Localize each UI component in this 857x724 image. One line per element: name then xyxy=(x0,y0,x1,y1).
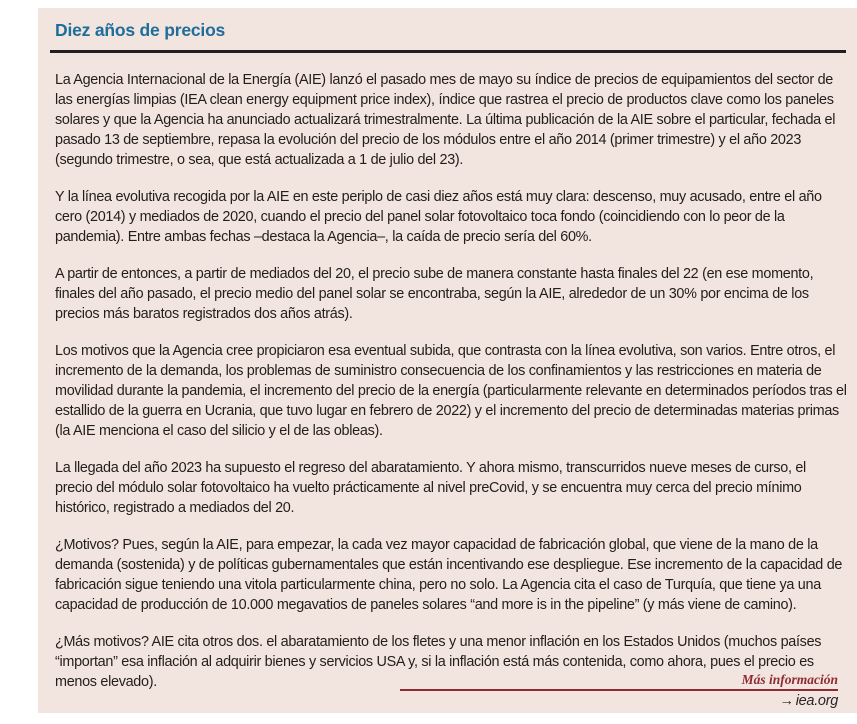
more-info-link[interactable]: Más información xyxy=(400,672,838,691)
article-paragraph: La Agencia Internacional de la Energía (AIE) lanzó el pasado mes de mayo su índice de precios de equipamientos del sector de las energías limpias (IEA clean energy equipment price index), índice que rastrea el precio de productos clave como los paneles solares y que la Agencia ha anunciado actualizará trimestralmente. La última publicación de la AIE sobre el particular, fechada el pasado 13 de septiembre, repasa la evolución del precio de los módulos entre el año 2014 (primer trimestre) y el año 2023 (segundo trimestre, o sea, que está actualizada a 1 de julio del 23). xyxy=(55,72,836,168)
article-paragraph: Y la línea evolutiva recogida por la AIE en este periplo de casi diez años está muy clara: descenso, muy acusado, entre el año cero (2014) y mediados de 2020, cuando el precio del panel solar fotovoltaico toca fondo (coincidiendo con lo peor de la pandemia). Entre ambas fechas –destaca la Agencia–, la caída de precio sería del 60%. xyxy=(55,189,822,245)
article-title: Diez años de precios xyxy=(55,20,226,40)
article-body xyxy=(55,70,847,692)
article-paragraph: ¿Más motivos? AIE cita otros dos. el abaratamiento de los fletes y una menor inflación en los Estados Unidos (muchos países “importan” esa inflación al adquirir bienes y servicios USA y, si la inflación está más contenida, como ahora, pues el precio es menos elevado). xyxy=(55,634,822,690)
more-info-section xyxy=(400,672,838,709)
article-paragraph: ¿Motivos? Pues, según la AIE, para empezar, la cada vez mayor capacidad de fabricación global, que viene de la mano de la demanda (sostenida) y de políticas gubernamentales que están incentivando ese despliegue. Ese incremento de la capacidad de fabricación sigue teniendo una vitola particularmente china, pero no solo. La Agencia cita el caso de Turquía, que tiene ya una capacidad de producción de 10.000 megavatios de paneles solares “and more is in the pipeline” (y más viene de camino). xyxy=(55,537,843,613)
article-card xyxy=(38,8,857,713)
article-paragraph: A partir de entonces, a partir de mediados del 20, el precio sube de manera constante hasta finales del 22 (en ese momento, finales del año pasado, el precio medio del panel solar se encontraba, según la AIE, alrededor de un 30% por encima de los precios más baratos registrados dos años atrás). xyxy=(55,266,814,322)
article-paragraph: Los motivos que la Agencia cree propiciaron esa eventual subida, que contrasta con la línea evolutiva, son varios. Entre otros, el incremento de la demanda, los problemas de suministro consecuencia de los confinamientos y las restricciones en materia de movilidad durante la pandemia, el incremento del precio de la energía (particularmente relevante en determinados períodos tras el estallido de la guerra en Ucrania, que tuvo lugar en febrero de 2022) y el incremento del precio de determinadas materias primas (la AIE menciona el caso del silicio y el de las obleas). xyxy=(55,343,847,439)
title-divider xyxy=(50,50,846,53)
iea-link-label: iea.org xyxy=(795,693,838,709)
iea-org-link[interactable] xyxy=(400,693,838,709)
article-paragraph: La llegada del año 2023 ha supuesto el regreso del abaratamiento. Y ahora mismo, transcurridos nueve meses de curso, el precio del módulo solar fotovoltaico ha vuelto prácticamente al nivel preCovid, y se encuentra muy cerca del precio mínimo histórico, registrado a mediados del 20. xyxy=(55,460,806,516)
arrow-right-icon: → xyxy=(779,693,794,709)
